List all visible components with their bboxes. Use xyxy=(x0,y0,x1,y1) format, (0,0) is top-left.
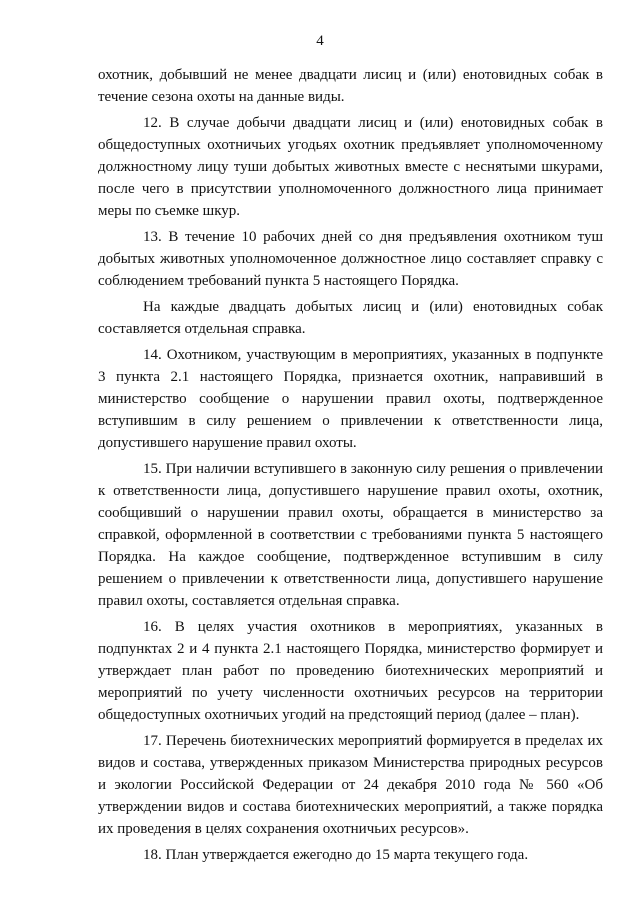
paragraph-13: 13. В течение 10 рабочих дней со дня предъявления охотником туш добытых животных уполномоченное должностное лицо составляет справку с соблюдением требований пункта 5 настоящего Порядка. xyxy=(98,229,603,289)
page-number: 4 xyxy=(316,33,324,49)
paragraph-17: 17. Перечень биотехнических мероприятий формируется в пределах их видов и состава, утвержденных приказом Министерства природных ресурсов и экологии Российской Федерации от 24 декабря 2010 года № 560 «Об утверждении видов и состава биотехнических мероприятий, а также порядка их проведения в целях сохранения охотничьих ресурсов». xyxy=(98,733,603,837)
paragraph-15: 15. При наличии вступившего в законную силу решения о привлечении к ответственности лица, допустившего нарушение правил охоты, охотник, сообщивший о нарушении правил охоты, обращается в министерство за справкой, оформленной в соответствии с требованиями пункта 5 настоящего Порядка. На каждое сообщение, подтвержденное вступившим в силу решением о привлечении к ответственности лица, допустившего нарушение правил охоты, составляется отдельная справка. xyxy=(98,461,603,609)
paragraph-14: 14. Охотником, участвующим в мероприятиях, указанных в подпункте 3 пункта 2.1 настоящего Порядка, признается охотник, направивший в министерство сообщение о нарушении правил охоты, подтвержденное вступившим в силу решением о привлечении к ответственности лица, допустившего нарушение правил охоты. xyxy=(98,347,603,451)
paragraph-16: 16. В целях участия охотников в мероприятиях, указанных в подпунктах 2 и 4 пункта 2.1 настоящего Порядка, министерство формирует и утверждает план работ по проведению биотехнических мероприятий и мероприятий по учету численности охотничьих ресурсов на территории общедоступных охотничьих угодий на предстоящий период (далее – план). xyxy=(98,619,603,723)
document-body xyxy=(98,64,603,870)
paragraph-18: 18. План утверждается ежегодно до 15 марта текущего года. xyxy=(143,847,529,863)
paragraph-continuation: охотник, добывший не менее двадцати лисиц и (или) енотовидных собак в течение сезона охоты на данные виды. xyxy=(98,67,603,105)
paragraph-13-note: На каждые двадцать добытых лисиц и (или) енотовидных собак составляется отдельная справка. xyxy=(98,299,603,337)
paragraph-12: 12. В случае добычи двадцати лисиц и (или) енотовидных собак в общедоступных охотничьих угодьях охотник предъявляет уполномоченному должностному лицу туши добытых животных вместе с неснятыми шкурами, после чего в присутствии уполномоченного должностного лица принимает меры по съемке шкур. xyxy=(98,115,603,219)
